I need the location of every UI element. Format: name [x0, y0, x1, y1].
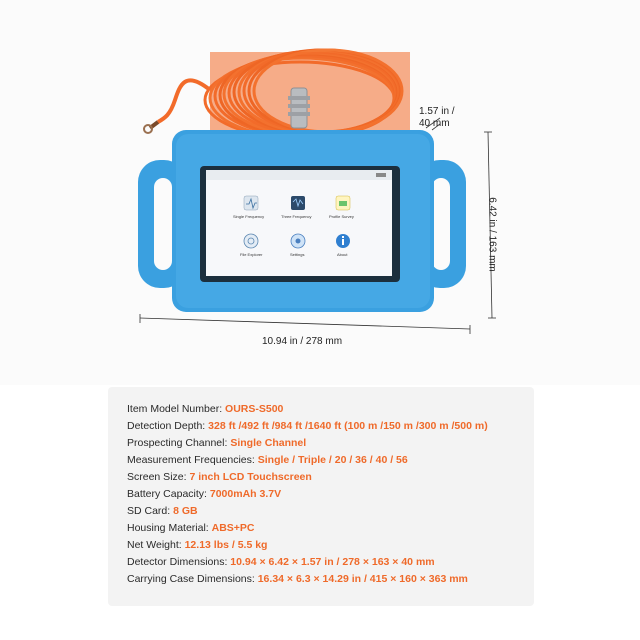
cable-connector	[288, 88, 310, 128]
spec-label: Battery Capacity:	[127, 488, 207, 500]
spec-value: 7 inch LCD Touchscreen	[189, 471, 312, 483]
spec-row-screen-size	[127, 470, 312, 484]
spec-row-prospecting-channel	[127, 436, 306, 450]
spec-label: Housing Material:	[127, 522, 209, 534]
spec-value: 10.94 × 6.42 × 1.57 in / 278 × 163 × 40 mm	[230, 556, 435, 568]
spec-value: 12.13 lbs / 5.5 kg	[184, 539, 268, 551]
spec-label: Item Model Number:	[127, 403, 223, 415]
spec-label: Net Weight:	[127, 539, 182, 551]
spec-label: Prospecting Channel:	[127, 437, 228, 449]
spec-label: Detection Depth:	[127, 420, 206, 432]
spec-row-carrying-case-dimensions	[127, 572, 468, 586]
spec-row-detector-dimensions	[127, 555, 435, 569]
height-dimension-label: 6.42 in / 163 mm	[486, 197, 498, 272]
spec-label: Detector Dimensions:	[127, 556, 228, 568]
spec-value: 16.34 × 6.3 × 14.29 in / 415 × 160 × 363 mm	[257, 573, 468, 585]
spec-row-model	[127, 402, 283, 416]
spec-label: Carrying Case Dimensions:	[127, 573, 255, 585]
spec-label: Measurement Frequencies:	[127, 454, 255, 466]
app-label-single-frequency: Single Frequency	[233, 214, 265, 219]
app-label-file-explorer: File Explorer	[240, 252, 263, 257]
spec-label: Screen Size:	[127, 471, 187, 483]
app-label-three-frequency: Three Frequency	[281, 214, 312, 219]
spec-row-housing-material	[127, 521, 255, 535]
spec-value: 7000mAh 3.7V	[209, 488, 282, 500]
spec-row-sd-card	[127, 504, 198, 518]
spec-value: Single Channel	[230, 437, 307, 449]
spec-value: 8 GB	[173, 505, 198, 517]
specifications-card	[108, 387, 534, 606]
spec-label: SD Card:	[127, 505, 171, 517]
depth-dimension-label: 1.57 in / 40 mm	[419, 106, 455, 129]
app-label-settings: Settings	[290, 252, 305, 257]
spec-value: OURS-S500	[225, 403, 284, 415]
spec-row-battery-capacity	[127, 487, 281, 501]
spec-value: ABS+PC	[211, 522, 255, 534]
spec-value: Single / Triple / 20 / 36 / 40 / 56	[257, 454, 408, 466]
detector-housing	[138, 130, 466, 312]
app-label-profile-survey: Profile Survey	[329, 214, 354, 219]
cable-coil	[144, 50, 410, 138]
spec-value: 328 ft /492 ft /984 ft /1640 ft (100 m /150 m /300 m /500 m)	[208, 420, 488, 432]
width-dimension-label: 10.94 in / 278 mm	[262, 336, 343, 347]
spec-row-net-weight	[127, 538, 267, 552]
app-label-about: About	[337, 252, 348, 257]
spec-row-measurement-frequencies	[127, 453, 408, 467]
spec-row-detection-depth	[127, 419, 488, 433]
